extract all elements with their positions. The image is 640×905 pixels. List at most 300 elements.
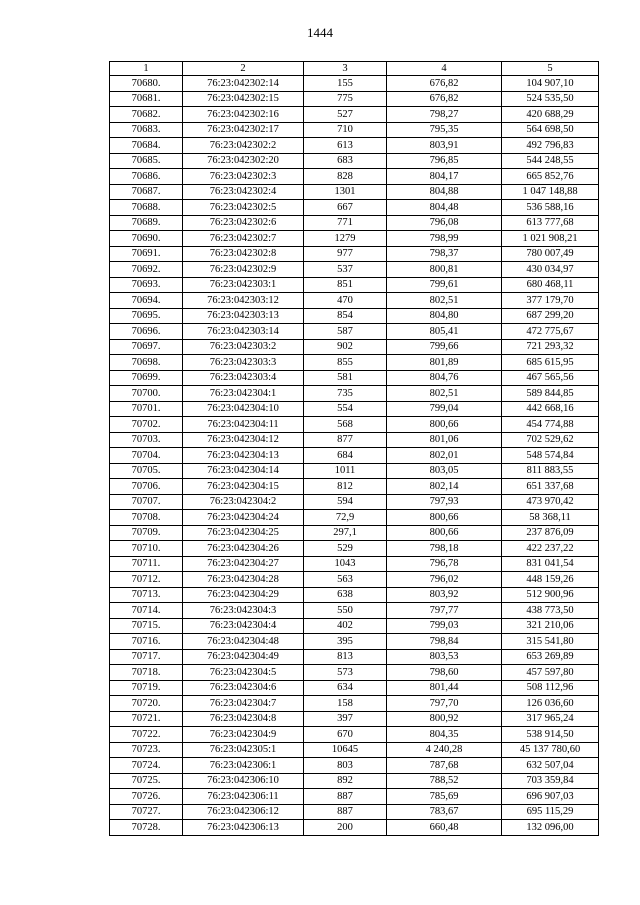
cadastral-number-cell: 76:23:042304:8 — [183, 711, 304, 727]
specific-value-cell: 796,85 — [387, 153, 502, 169]
column-header: 4 — [387, 62, 502, 76]
cadastral-value-cell: 548 574,84 — [502, 448, 599, 464]
table-row — [110, 76, 599, 92]
area-cell: 563 — [304, 572, 387, 588]
area-cell: 670 — [304, 727, 387, 743]
area-cell: 10645 — [304, 742, 387, 758]
cadastral-value-cell: 613 777,68 — [502, 215, 599, 231]
cadastral-value-cell: 377 179,70 — [502, 293, 599, 309]
cadastral-value-cell: 472 775,67 — [502, 324, 599, 340]
specific-value-cell: 800,92 — [387, 711, 502, 727]
specific-value-cell: 798,27 — [387, 107, 502, 123]
row-number-cell: 70716. — [110, 634, 183, 650]
row-number-cell: 70697. — [110, 339, 183, 355]
table-row — [110, 618, 599, 634]
specific-value-cell: 802,51 — [387, 293, 502, 309]
area-cell: 877 — [304, 432, 387, 448]
area-cell: 887 — [304, 789, 387, 805]
cadastral-number-cell: 76:23:042302:5 — [183, 200, 304, 216]
area-cell: 554 — [304, 401, 387, 417]
row-number-cell: 70726. — [110, 789, 183, 805]
table-row — [110, 525, 599, 541]
specific-value-cell: 787,68 — [387, 758, 502, 774]
cadastral-value-cell: 422 237,22 — [502, 541, 599, 557]
row-number-cell: 70710. — [110, 541, 183, 557]
area-cell: 892 — [304, 773, 387, 789]
row-number-cell: 70721. — [110, 711, 183, 727]
specific-value-cell: 802,51 — [387, 386, 502, 402]
table-row — [110, 494, 599, 510]
cadastral-number-cell: 76:23:042302:9 — [183, 262, 304, 278]
area-cell: 887 — [304, 804, 387, 820]
specific-value-cell: 796,08 — [387, 215, 502, 231]
specific-value-cell: 799,66 — [387, 339, 502, 355]
area-cell: 902 — [304, 339, 387, 355]
specific-value-cell: 801,44 — [387, 680, 502, 696]
table-row — [110, 231, 599, 247]
cadastral-value-cell: 454 774,88 — [502, 417, 599, 433]
table-row — [110, 262, 599, 278]
row-number-cell: 70696. — [110, 324, 183, 340]
specific-value-cell: 798,37 — [387, 246, 502, 262]
cadastral-value-cell: 442 668,16 — [502, 401, 599, 417]
row-number-cell: 70684. — [110, 138, 183, 154]
cadastral-value-cell: 680 468,11 — [502, 277, 599, 293]
area-cell: 1279 — [304, 231, 387, 247]
area-cell: 775 — [304, 91, 387, 107]
table-row — [110, 153, 599, 169]
table-row — [110, 432, 599, 448]
cadastral-value-cell: 780 007,49 — [502, 246, 599, 262]
area-cell: 200 — [304, 820, 387, 836]
specific-value-cell: 800,66 — [387, 417, 502, 433]
table-row — [110, 355, 599, 371]
cadastral-value-cell: 321 210,06 — [502, 618, 599, 634]
specific-value-cell: 804,48 — [387, 200, 502, 216]
cadastral-number-cell: 76:23:042304:12 — [183, 432, 304, 448]
row-number-cell: 70699. — [110, 370, 183, 386]
cadastral-number-cell: 76:23:042304:3 — [183, 603, 304, 619]
area-cell: 710 — [304, 122, 387, 138]
area-cell: 634 — [304, 680, 387, 696]
row-number-cell: 70722. — [110, 727, 183, 743]
specific-value-cell: 796,78 — [387, 556, 502, 572]
specific-value-cell: 800,66 — [387, 525, 502, 541]
table-row — [110, 541, 599, 557]
specific-value-cell: 783,67 — [387, 804, 502, 820]
table-row — [110, 727, 599, 743]
cadastral-number-cell: 76:23:042303:1 — [183, 277, 304, 293]
area-cell: 684 — [304, 448, 387, 464]
cadastral-number-cell: 76:23:042304:4 — [183, 618, 304, 634]
table-row — [110, 479, 599, 495]
area-cell: 72,9 — [304, 510, 387, 526]
cadastral-value-cell: 536 588,16 — [502, 200, 599, 216]
table-row — [110, 138, 599, 154]
area-cell: 537 — [304, 262, 387, 278]
row-number-cell: 70728. — [110, 820, 183, 836]
column-header: 5 — [502, 62, 599, 76]
table-row — [110, 91, 599, 107]
row-number-cell: 70698. — [110, 355, 183, 371]
cadastral-value-cell: 58 368,11 — [502, 510, 599, 526]
column-header: 3 — [304, 62, 387, 76]
specific-value-cell: 803,53 — [387, 649, 502, 665]
table-row — [110, 649, 599, 665]
area-cell: 155 — [304, 76, 387, 92]
row-number-cell: 70686. — [110, 169, 183, 185]
table-row — [110, 572, 599, 588]
table-row — [110, 696, 599, 712]
specific-value-cell: 803,91 — [387, 138, 502, 154]
cadastral-number-cell: 76:23:042302:15 — [183, 91, 304, 107]
table-row — [110, 339, 599, 355]
cadastral-value-cell: 538 914,50 — [502, 727, 599, 743]
row-number-cell: 70685. — [110, 153, 183, 169]
specific-value-cell: 676,82 — [387, 91, 502, 107]
row-number-cell: 70706. — [110, 479, 183, 495]
area-cell: 613 — [304, 138, 387, 154]
cadastral-value-cell: 45 137 780,60 — [502, 742, 599, 758]
cadastral-number-cell: 76:23:042304:49 — [183, 649, 304, 665]
area-cell: 397 — [304, 711, 387, 727]
cadastral-number-cell: 76:23:042304:10 — [183, 401, 304, 417]
specific-value-cell: 805,41 — [387, 324, 502, 340]
cadastral-value-cell: 1 047 148,88 — [502, 184, 599, 200]
row-number-cell: 70689. — [110, 215, 183, 231]
area-cell: 1011 — [304, 463, 387, 479]
cadastral-value-cell: 721 293,32 — [502, 339, 599, 355]
row-number-cell: 70688. — [110, 200, 183, 216]
table-body — [110, 76, 599, 836]
area-cell: 771 — [304, 215, 387, 231]
specific-value-cell: 796,02 — [387, 572, 502, 588]
cadastral-number-cell: 76:23:042306:13 — [183, 820, 304, 836]
table-row — [110, 463, 599, 479]
cadastral-number-cell: 76:23:042302:14 — [183, 76, 304, 92]
area-cell: 977 — [304, 246, 387, 262]
cadastral-number-cell: 76:23:042304:7 — [183, 696, 304, 712]
cadastral-number-cell: 76:23:042304:2 — [183, 494, 304, 510]
cadastral-value-cell: 126 036,60 — [502, 696, 599, 712]
table-row — [110, 246, 599, 262]
column-header: 1 — [110, 62, 183, 76]
table-row — [110, 324, 599, 340]
specific-value-cell: 799,04 — [387, 401, 502, 417]
cadastral-number-cell: 76:23:042304:29 — [183, 587, 304, 603]
cadastral-value-cell: 430 034,97 — [502, 262, 599, 278]
cadastral-value-cell: 448 159,26 — [502, 572, 599, 588]
specific-value-cell: 804,80 — [387, 308, 502, 324]
cadastral-number-cell: 76:23:042304:25 — [183, 525, 304, 541]
row-number-cell: 70711. — [110, 556, 183, 572]
area-cell: 594 — [304, 494, 387, 510]
row-number-cell: 70704. — [110, 448, 183, 464]
cadastral-number-cell: 76:23:042304:15 — [183, 479, 304, 495]
cadastral-number-cell: 76:23:042306:10 — [183, 773, 304, 789]
area-cell: 158 — [304, 696, 387, 712]
cadastral-number-cell: 76:23:042302:4 — [183, 184, 304, 200]
row-number-cell: 70687. — [110, 184, 183, 200]
cadastral-number-cell: 76:23:042304:24 — [183, 510, 304, 526]
cadastral-number-cell: 76:23:042302:16 — [183, 107, 304, 123]
cadastral-value-cell: 237 876,09 — [502, 525, 599, 541]
area-cell: 550 — [304, 603, 387, 619]
area-cell: 854 — [304, 308, 387, 324]
row-number-cell: 70680. — [110, 76, 183, 92]
table-row — [110, 804, 599, 820]
cadastral-number-cell: 76:23:042304:5 — [183, 665, 304, 681]
table-row — [110, 773, 599, 789]
table-row — [110, 370, 599, 386]
cadastral-number-cell: 76:23:042306:1 — [183, 758, 304, 774]
row-number-cell: 70715. — [110, 618, 183, 634]
specific-value-cell: 795,35 — [387, 122, 502, 138]
cadastral-value-cell: 702 529,62 — [502, 432, 599, 448]
table-row — [110, 308, 599, 324]
area-cell: 638 — [304, 587, 387, 603]
table-row — [110, 758, 599, 774]
specific-value-cell: 798,99 — [387, 231, 502, 247]
specific-value-cell: 802,01 — [387, 448, 502, 464]
specific-value-cell: 798,60 — [387, 665, 502, 681]
cadastral-number-cell: 76:23:042304:11 — [183, 417, 304, 433]
cadastral-value-cell: 653 269,89 — [502, 649, 599, 665]
table-row — [110, 448, 599, 464]
cadastral-number-cell: 76:23:042303:4 — [183, 370, 304, 386]
table-row — [110, 587, 599, 603]
cadastral-number-cell: 76:23:042304:6 — [183, 680, 304, 696]
cadastral-value-cell: 695 115,29 — [502, 804, 599, 820]
cadastral-number-cell: 76:23:042305:1 — [183, 742, 304, 758]
cadastral-value-cell: 438 773,50 — [502, 603, 599, 619]
row-number-cell: 70683. — [110, 122, 183, 138]
specific-value-cell: 802,14 — [387, 479, 502, 495]
table-row — [110, 742, 599, 758]
table-row — [110, 680, 599, 696]
cadastral-number-cell: 76:23:042303:2 — [183, 339, 304, 355]
table-row — [110, 184, 599, 200]
row-number-cell: 70700. — [110, 386, 183, 402]
cadastral-number-cell: 76:23:042304:9 — [183, 727, 304, 743]
cadastral-number-cell: 76:23:042304:1 — [183, 386, 304, 402]
row-number-cell: 70723. — [110, 742, 183, 758]
cadastral-number-cell: 76:23:042304:26 — [183, 541, 304, 557]
table-row — [110, 169, 599, 185]
area-cell: 527 — [304, 107, 387, 123]
row-number-cell: 70695. — [110, 308, 183, 324]
row-number-cell: 70705. — [110, 463, 183, 479]
specific-value-cell: 800,81 — [387, 262, 502, 278]
cadastral-value-cell: 564 698,50 — [502, 122, 599, 138]
table-row — [110, 122, 599, 138]
cadastral-value-cell: 420 688,29 — [502, 107, 599, 123]
cadastral-value-cell: 632 507,04 — [502, 758, 599, 774]
cadastral-number-cell: 76:23:042302:2 — [183, 138, 304, 154]
specific-value-cell: 804,88 — [387, 184, 502, 200]
cadastral-value-cell: 544 248,55 — [502, 153, 599, 169]
table-row — [110, 386, 599, 402]
row-number-cell: 70708. — [110, 510, 183, 526]
table-row — [110, 401, 599, 417]
area-cell: 573 — [304, 665, 387, 681]
cadastral-value-cell: 685 615,95 — [502, 355, 599, 371]
row-number-cell: 70691. — [110, 246, 183, 262]
specific-value-cell: 804,35 — [387, 727, 502, 743]
specific-value-cell: 798,18 — [387, 541, 502, 557]
cadastral-number-cell: 76:23:042306:11 — [183, 789, 304, 805]
row-number-cell: 70701. — [110, 401, 183, 417]
area-cell: 297,1 — [304, 525, 387, 541]
area-cell: 470 — [304, 293, 387, 309]
cadastral-value-cell: 512 900,96 — [502, 587, 599, 603]
row-number-cell: 70694. — [110, 293, 183, 309]
table-row — [110, 215, 599, 231]
cadastral-number-cell: 76:23:042303:12 — [183, 293, 304, 309]
table-row — [110, 107, 599, 123]
row-number-cell: 70724. — [110, 758, 183, 774]
specific-value-cell: 660,48 — [387, 820, 502, 836]
row-number-cell: 70714. — [110, 603, 183, 619]
cadastral-number-cell: 76:23:042303:14 — [183, 324, 304, 340]
area-cell: 855 — [304, 355, 387, 371]
cadastral-value-cell: 703 359,84 — [502, 773, 599, 789]
area-cell: 828 — [304, 169, 387, 185]
table-row — [110, 200, 599, 216]
area-cell: 1043 — [304, 556, 387, 572]
cadastral-number-cell: 76:23:042304:27 — [183, 556, 304, 572]
table-row — [110, 665, 599, 681]
row-number-cell: 70707. — [110, 494, 183, 510]
row-number-cell: 70681. — [110, 91, 183, 107]
specific-value-cell: 799,61 — [387, 277, 502, 293]
row-number-cell: 70719. — [110, 680, 183, 696]
column-header: 2 — [183, 62, 304, 76]
table-row — [110, 634, 599, 650]
area-cell: 529 — [304, 541, 387, 557]
cadastral-value-cell: 508 112,96 — [502, 680, 599, 696]
specific-value-cell: 797,77 — [387, 603, 502, 619]
specific-value-cell: 804,76 — [387, 370, 502, 386]
area-cell: 568 — [304, 417, 387, 433]
row-number-cell: 70703. — [110, 432, 183, 448]
cadastral-value-cell: 687 299,20 — [502, 308, 599, 324]
row-number-cell: 70693. — [110, 277, 183, 293]
area-cell: 581 — [304, 370, 387, 386]
table-row — [110, 603, 599, 619]
cadastral-value-cell: 104 907,10 — [502, 76, 599, 92]
specific-value-cell: 801,06 — [387, 432, 502, 448]
row-number-cell: 70718. — [110, 665, 183, 681]
specific-value-cell: 804,17 — [387, 169, 502, 185]
cadastral-number-cell: 76:23:042302:3 — [183, 169, 304, 185]
specific-value-cell: 803,05 — [387, 463, 502, 479]
area-cell: 1301 — [304, 184, 387, 200]
cadastral-number-cell: 76:23:042303:13 — [183, 308, 304, 324]
cadastral-number-cell: 76:23:042302:6 — [183, 215, 304, 231]
cadastral-value-cell: 811 883,55 — [502, 463, 599, 479]
page-number: 1444 — [307, 25, 333, 40]
row-number-cell: 70702. — [110, 417, 183, 433]
cadastral-value-cell: 132 096,00 — [502, 820, 599, 836]
area-cell: 851 — [304, 277, 387, 293]
cadastral-number-cell: 76:23:042306:12 — [183, 804, 304, 820]
area-cell: 735 — [304, 386, 387, 402]
area-cell: 402 — [304, 618, 387, 634]
table-row — [110, 277, 599, 293]
cadastral-value-cell: 1 021 908,21 — [502, 231, 599, 247]
cadastral-number-cell: 76:23:042302:8 — [183, 246, 304, 262]
area-cell: 813 — [304, 649, 387, 665]
cadastral-number-cell: 76:23:042302:17 — [183, 122, 304, 138]
table-row — [110, 417, 599, 433]
cadastral-value-cell: 589 844,85 — [502, 386, 599, 402]
area-cell: 803 — [304, 758, 387, 774]
cadastral-value-cell: 317 965,24 — [502, 711, 599, 727]
table-row — [110, 789, 599, 805]
specific-value-cell: 801,89 — [387, 355, 502, 371]
cadastral-number-cell: 76:23:042304:28 — [183, 572, 304, 588]
table-row — [110, 820, 599, 836]
cadastral-number-cell: 76:23:042303:3 — [183, 355, 304, 371]
cadastral-number-cell: 76:23:042304:13 — [183, 448, 304, 464]
cadastral-value-cell: 467 565,56 — [502, 370, 599, 386]
area-cell: 812 — [304, 479, 387, 495]
table-row — [110, 510, 599, 526]
row-number-cell: 70692. — [110, 262, 183, 278]
specific-value-cell: 788,52 — [387, 773, 502, 789]
area-cell: 395 — [304, 634, 387, 650]
cadastral-value-cell: 457 597,80 — [502, 665, 599, 681]
row-number-cell: 70725. — [110, 773, 183, 789]
header-row — [110, 62, 599, 76]
area-cell: 683 — [304, 153, 387, 169]
cadastral-value-cell: 315 541,80 — [502, 634, 599, 650]
cadastral-value-cell: 473 970,42 — [502, 494, 599, 510]
specific-value-cell: 676,82 — [387, 76, 502, 92]
cadastral-number-cell: 76:23:042302:7 — [183, 231, 304, 247]
cadastral-number-cell: 76:23:042304:48 — [183, 634, 304, 650]
table-row — [110, 293, 599, 309]
area-cell: 587 — [304, 324, 387, 340]
area-cell: 667 — [304, 200, 387, 216]
specific-value-cell: 785,69 — [387, 789, 502, 805]
specific-value-cell: 799,03 — [387, 618, 502, 634]
cadastral-value-cell: 651 337,68 — [502, 479, 599, 495]
cadastral-value-cell: 831 041,54 — [502, 556, 599, 572]
row-number-cell: 70727. — [110, 804, 183, 820]
row-number-cell: 70717. — [110, 649, 183, 665]
cadastral-value-cell: 492 796,83 — [502, 138, 599, 154]
specific-value-cell: 803,92 — [387, 587, 502, 603]
specific-value-cell: 800,66 — [387, 510, 502, 526]
specific-value-cell: 4 240,28 — [387, 742, 502, 758]
row-number-cell: 70713. — [110, 587, 183, 603]
specific-value-cell: 797,93 — [387, 494, 502, 510]
row-number-cell: 70690. — [110, 231, 183, 247]
row-number-cell: 70709. — [110, 525, 183, 541]
row-number-cell: 70682. — [110, 107, 183, 123]
row-number-cell: 70712. — [110, 572, 183, 588]
cadastral-number-cell: 76:23:042302:20 — [183, 153, 304, 169]
cadastral-value-cell: 665 852,76 — [502, 169, 599, 185]
cadastral-value-cell: 524 535,50 — [502, 91, 599, 107]
specific-value-cell: 797,70 — [387, 696, 502, 712]
table-row — [110, 711, 599, 727]
cadastral-number-cell: 76:23:042304:14 — [183, 463, 304, 479]
specific-value-cell: 798,84 — [387, 634, 502, 650]
table-row — [110, 556, 599, 572]
